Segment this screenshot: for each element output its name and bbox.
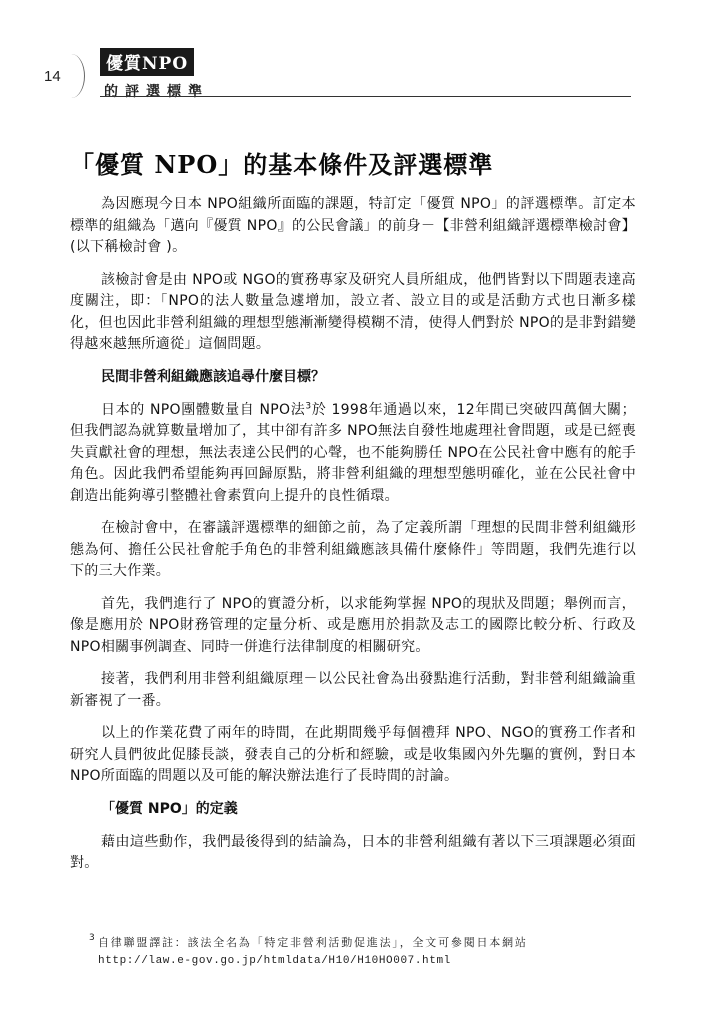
page-number-divider: [58, 54, 85, 98]
paragraph-review: 在檢討會中，在審議評選標準的細節之前，為了定義所謂「理想的民間非營利組織形態為何、擔任公民社會舵手角色的非營利組織應該具備什麼條件」等問題，我們先進行以下的三大作業。: [70, 520, 636, 579]
footnote-url: http://law.e-gov.go.jp/htmldata/H10/H10HO007.html: [98, 955, 451, 967]
footnote: [89, 933, 638, 971]
paragraph-npo-count: [70, 400, 636, 508]
paragraph-npo-count-start: 日本的 NPO團體數量自 NPO法: [101, 401, 306, 418]
page-title: 「優質 NPO」的基本條件及評選標準: [70, 150, 494, 179]
main-content: [70, 150, 636, 886]
paragraph-intro: 為因應現今日本 NPO組織所面臨的課題，特訂定「優質 NPO」的評選標準。訂定本標準的組織為「邁向『優質 NPO』的公民會議」的前身－【非營利組織評選標準檢討會】 (以下稱檢討會 )。: [70, 196, 636, 255]
running-header-title: 優質NPO: [100, 48, 194, 76]
paragraph-conclusion: 藉由這些動作，我們最後得到的結論為，日本的非營利組織有著以下三項課題必須面對。: [70, 833, 636, 871]
section-heading-definition: 「優質 NPO」的定義: [101, 800, 238, 817]
header-rule: [100, 96, 631, 97]
footnote-reference: 3: [305, 400, 312, 411]
footnote-text: 自律聯盟譯註：該法全名為「特定非營利活動促進法」，全文可參閱日本網站: [98, 936, 528, 949]
section-heading-goals: 民間非營利組織應該追尋什麼目標？: [101, 368, 325, 385]
running-header: [100, 48, 209, 101]
paragraph-principles: 接著，我們利用非營利組織原理－以公民社會為出發點進行活動，對非營利組織論重新審視了一番。: [70, 671, 636, 709]
running-header-subtitle: 的評選標準: [104, 84, 209, 100]
paragraph-discussion: 以上的作業花費了兩年的時間，在此期間幾乎每個禮拜 NPO、NGO的實務工作者和研究人員們彼此促膝長談，發表自己的分析和經驗，或是收集國內外先驅的實例，對日本 NPO所面臨的問題以及可能的解決辦法進行了長時間的討論。: [70, 725, 636, 784]
paragraph-committee: 該檢討會是由 NPO或 NGO的實務專家及研究人員所組成，他們皆對以下問題表達高度關注，即：「NPO的法人數量急遽增加，設立者、設立目的或是活動方式也日漸多樣化，但也因此非營利組織的理想型態漸漸變得模糊不清，使得人們對於 NPO的是非對錯變得越來越無所適從」這個問題。: [70, 271, 636, 352]
footnote-number: 3: [89, 933, 97, 943]
paragraph-npo-count-rest: 於 1998年通過以來，12年間已突破四萬個大關；但我們認為就算數量增加了，其中卻有許多 NPO無法自發性地處理社會問題，或是已經喪失貢獻社會的理想，無法表達公民們的心聲，也不能夠勝任 NPO在公民社會中應有的舵手角色。因此我們希望能夠再回歸原點，將非營利組織的理想型態明確化，並在公民社會中創造出能夠導引整體社會素質向上提升的良性循環。: [70, 401, 636, 504]
page-number: 14: [44, 68, 61, 85]
paragraph-analysis: 首先，我們進行了 NPO的實證分析，以求能夠掌握 NPO的現狀及問題；舉例而言，像是應用於 NPO財務管理的定量分析、或是應用於捐款及志工的國際比較分析、行政及 NPO相關事例調查、同時一併進行法律制度的相關研究。: [70, 595, 636, 655]
